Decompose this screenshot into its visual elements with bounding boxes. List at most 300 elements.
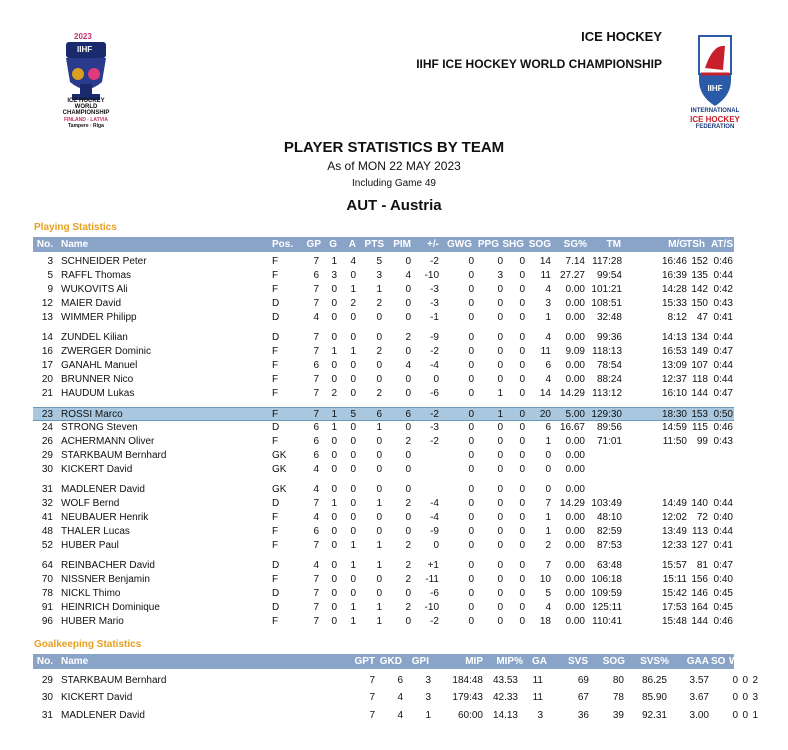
stat-cell: 0:46 [713, 616, 733, 627]
stat-cell: -4 [430, 360, 439, 371]
stat-cell: MAIER David [61, 298, 122, 309]
stat-cell: 7 [313, 616, 319, 627]
stat-cell: 78:54 [596, 360, 622, 371]
header-cell: GWG [447, 239, 472, 250]
stat-cell: 0 [468, 560, 474, 571]
stat-cell: 70 [41, 574, 53, 585]
stat-cell: 0 [405, 388, 411, 399]
stat-cell: 15:57 [661, 560, 687, 571]
stat-cell: HEINRICH Dominique [61, 602, 160, 613]
stat-cell: 7 [313, 409, 319, 420]
stat-cell: 140 [691, 498, 708, 509]
stat-cell: 14.29 [559, 388, 585, 399]
stat-cell: 7 [313, 346, 319, 357]
player-row [33, 587, 734, 601]
stat-cell: 0 [519, 464, 525, 475]
stat-cell: 0 [331, 284, 337, 295]
stat-cell: 146 [691, 588, 708, 599]
stat-cell: 17:53 [661, 602, 687, 613]
stat-cell: 0:46 [713, 422, 733, 433]
stat-cell: NISSNER Benjamin [61, 574, 150, 585]
stat-cell: D [272, 602, 280, 613]
stat-cell: 16:39 [661, 270, 687, 281]
stat-cell: 7 [313, 332, 319, 343]
stat-cell: 6 [405, 409, 411, 420]
player-row [33, 615, 734, 629]
stat-cell: 0 [331, 574, 337, 585]
stat-cell: 4 [313, 484, 319, 495]
stat-cell: 3 [752, 692, 758, 703]
stat-cell: 0 [405, 374, 411, 385]
stat-cell: 0.00 [565, 312, 585, 323]
player-row [33, 435, 734, 449]
stat-cell: 106:18 [591, 574, 622, 585]
header-cell: SOG [602, 656, 625, 667]
stat-cell: 3 [497, 270, 503, 281]
stat-cell: 1 [331, 409, 337, 420]
stat-cell: 0 [468, 388, 474, 399]
stat-cell: 0 [350, 484, 356, 495]
stat-cell: 0 [519, 374, 525, 385]
stat-cell: 0:45 [713, 602, 733, 613]
header-cell: GPI [411, 656, 429, 667]
stat-cell: 1 [376, 616, 382, 627]
stat-cell: 6 [313, 270, 319, 281]
stat-cell: 0 [519, 360, 525, 371]
stat-cell: 12:37 [661, 374, 687, 385]
stat-cell: F [272, 270, 279, 281]
stat-cell: 0 [519, 450, 525, 461]
stat-cell: 118:13 [592, 346, 622, 357]
stat-cell: 0 [468, 512, 474, 523]
stat-cell: 1 [331, 346, 337, 357]
stat-cell: 13:09 [661, 360, 687, 371]
stat-cell: 15:11 [662, 574, 687, 585]
stat-cell: 39 [612, 710, 624, 721]
stat-cell: 0 [519, 512, 525, 523]
stat-cell: 20 [41, 374, 53, 385]
stat-cell: 113 [692, 526, 708, 537]
stat-cell: 14:28 [661, 284, 687, 295]
stat-cell: 0 [405, 298, 411, 309]
stat-cell: 0:47 [713, 346, 733, 357]
stat-cell: 3 [425, 692, 431, 703]
stat-cell: 0 [742, 710, 748, 721]
stat-cell: 156 [691, 574, 708, 585]
header-cell: AT/S [710, 239, 733, 250]
stat-cell: 72 [696, 512, 708, 523]
stat-cell: 18:30 [661, 409, 687, 420]
stat-cell: STRONG Steven [61, 422, 138, 433]
playing-table-header [33, 237, 734, 252]
stat-cell: 0 [405, 422, 411, 433]
stat-cell: 0:46 [713, 256, 733, 267]
stat-cell: 0 [331, 616, 337, 627]
stat-cell: 6 [545, 422, 551, 433]
stat-cell: 0:41 [713, 312, 733, 323]
stat-cell: 0 [468, 332, 474, 343]
stat-cell: 0 [376, 464, 382, 475]
goalkeeping-section-title: Goalkeeping Statistics [34, 639, 142, 650]
stat-cell: 99:36 [596, 332, 622, 343]
stat-cell: 6 [313, 450, 319, 461]
stat-cell: 129:30 [591, 409, 622, 420]
header-cell: SVS% [640, 656, 669, 667]
stat-cell: 0:43 [713, 298, 733, 309]
stat-cell: 6 [545, 360, 551, 371]
stat-cell: 0 [545, 464, 551, 475]
stat-cell: -2 [430, 616, 439, 627]
stat-cell: 0 [519, 312, 525, 323]
player-row [33, 449, 734, 463]
header-cell: SVS [567, 656, 588, 667]
stat-cell: 5 [47, 270, 53, 281]
stat-cell: 184:48 [452, 675, 483, 686]
stat-cell: 0 [519, 298, 525, 309]
stat-cell: 7 [313, 498, 319, 509]
stat-cell: 78 [41, 588, 53, 599]
stat-cell: 7 [545, 560, 551, 571]
stat-cell: 17 [41, 360, 53, 371]
header-cell: Name [61, 656, 89, 667]
stat-cell: 2 [376, 388, 382, 399]
stat-cell: 0 [519, 574, 525, 585]
stat-cell: 48:10 [596, 512, 622, 523]
stat-cell: GK [272, 450, 287, 461]
header-cell: G [329, 239, 337, 250]
header-cell: SG% [563, 239, 587, 250]
stat-cell: 0 [497, 560, 503, 571]
stat-cell: 7.14 [565, 256, 585, 267]
stat-cell: 5 [350, 409, 356, 420]
stat-cell: 0 [468, 374, 474, 385]
stat-cell: 134 [691, 332, 708, 343]
stat-cell: 0 [497, 574, 503, 585]
stat-cell: 0 [497, 512, 503, 523]
stat-cell: 0 [545, 450, 551, 461]
player-row [33, 373, 734, 387]
stat-cell: 113:12 [592, 388, 622, 399]
stat-cell: 1 [331, 498, 337, 509]
stat-cell: 0 [405, 256, 411, 267]
goalkeeper-row [33, 709, 758, 723]
stat-cell: 0 [331, 560, 337, 571]
stat-cell: 4 [350, 256, 356, 267]
stat-cell: 0 [350, 422, 356, 433]
stat-cell: 3.57 [689, 675, 709, 686]
header-cell: TSh [686, 239, 705, 250]
stat-cell: -4 [430, 512, 439, 523]
stat-cell: 0 [519, 602, 525, 613]
stat-cell: -10 [424, 602, 439, 613]
header-cell: SHG [502, 239, 524, 250]
stat-cell: 26 [41, 436, 53, 447]
stat-cell: 1 [425, 710, 431, 721]
stat-cell: 1 [376, 560, 382, 571]
stat-cell: 0 [331, 602, 337, 613]
stat-cell: 3 [425, 675, 431, 686]
player-row [33, 407, 734, 421]
stat-cell: 3 [545, 298, 551, 309]
stat-cell: 18 [539, 616, 551, 627]
stat-cell: 5 [545, 588, 551, 599]
stat-cell: 0 [497, 588, 503, 599]
stat-cell: 6 [397, 675, 403, 686]
header-cell: GPT [354, 656, 375, 667]
stat-cell: 0 [497, 484, 503, 495]
championship-title: IIHF ICE HOCKEY WORLD CHAMPIONSHIP [416, 57, 662, 71]
stat-cell: 30 [41, 692, 53, 703]
stat-cell: 1 [331, 422, 337, 433]
stat-cell: 89:56 [596, 422, 622, 433]
stat-cell: 6 [313, 422, 319, 433]
stat-cell: D [272, 560, 280, 571]
stat-cell: 1 [350, 616, 356, 627]
stat-cell: 1 [350, 560, 356, 571]
stat-cell: 2 [405, 498, 411, 509]
stat-cell: 0 [497, 602, 503, 613]
stat-cell: 3 [537, 710, 543, 721]
stat-cell: 108:51 [591, 298, 622, 309]
player-row [33, 539, 734, 553]
stat-cell: 0 [519, 616, 525, 627]
stat-cell: 81 [696, 560, 708, 571]
as-of-date: As of MON 22 MAY 2023 [327, 159, 461, 173]
stat-cell: 14.13 [492, 710, 518, 721]
stat-cell: 0 [350, 450, 356, 461]
stat-cell: 7 [369, 710, 375, 721]
stat-cell: WIMMER Philipp [61, 312, 137, 323]
stat-cell: 8:12 [667, 312, 687, 323]
stat-cell: 0 [376, 484, 382, 495]
stat-cell: 16:53 [661, 346, 687, 357]
stat-cell: 85.90 [641, 692, 667, 703]
stat-cell: 2 [350, 298, 356, 309]
stat-cell: 2 [405, 560, 411, 571]
stat-cell: -10 [424, 270, 439, 281]
stat-cell: D [272, 298, 280, 309]
header-cell: Name [61, 239, 89, 250]
stat-cell: 6 [313, 436, 319, 447]
including-game: Including Game 49 [352, 178, 436, 189]
header-cell: MIP [465, 656, 483, 667]
stat-cell: 7 [313, 284, 319, 295]
stat-cell: 0:44 [713, 270, 733, 281]
stat-cell: 144 [691, 388, 708, 399]
stat-cell: 0 [350, 574, 356, 585]
stat-cell: 11 [540, 346, 551, 357]
stat-cell: 78 [612, 692, 624, 703]
stat-cell: 2 [405, 332, 411, 343]
stat-cell: 80 [612, 675, 624, 686]
stat-cell: 0 [433, 374, 439, 385]
stat-cell: 149 [691, 346, 708, 357]
stat-cell: 88:24 [596, 374, 622, 385]
stat-cell: F [272, 540, 279, 551]
stat-cell: 0 [331, 374, 337, 385]
stat-cell: D [272, 498, 280, 509]
stat-cell: 1 [376, 602, 382, 613]
stat-cell: 0 [468, 409, 474, 420]
stat-cell: 4 [397, 692, 403, 703]
stat-cell: HUBER Paul [61, 540, 119, 551]
stat-cell: -1 [430, 312, 439, 323]
stat-cell: 29 [41, 450, 53, 461]
stat-cell: STARKBAUM Bernhard [61, 450, 167, 461]
stat-cell: D [272, 422, 280, 433]
header-cell: Pos. [272, 239, 294, 250]
stat-cell: 0 [331, 526, 337, 537]
stat-cell: 0:47 [713, 388, 733, 399]
stat-cell: 16:46 [661, 256, 687, 267]
stat-cell: 0 [405, 346, 411, 357]
stat-cell: 2 [405, 436, 411, 447]
stat-cell: 41 [41, 512, 53, 523]
header-cell: GA [532, 656, 547, 667]
stat-cell: 0 [376, 512, 382, 523]
stat-cell: 1 [545, 512, 551, 523]
stat-cell: 2 [405, 540, 411, 551]
stat-cell: 2 [376, 298, 382, 309]
stat-cell: KICKERT David [61, 464, 133, 475]
stat-cell: 0.00 [565, 540, 585, 551]
stat-cell: NEUBAUER Henrik [61, 512, 149, 523]
header-cell: No. [36, 239, 53, 250]
stat-cell: 63:48 [596, 560, 622, 571]
stat-cell: 0 [405, 588, 411, 599]
stat-cell: 99 [696, 436, 708, 447]
stat-cell: +1 [427, 560, 439, 571]
stat-cell: WOLF Bernd [61, 498, 120, 509]
stat-cell: 0 [519, 526, 525, 537]
stat-cell: 1 [497, 388, 503, 399]
stat-cell: 179:43 [452, 692, 483, 703]
stat-cell: 1 [350, 602, 356, 613]
stat-cell: RAFFL Thomas [61, 270, 132, 281]
stat-cell: 107 [691, 360, 708, 371]
stat-cell: 0 [468, 346, 474, 357]
stat-cell: 0 [468, 602, 474, 613]
stat-cell: F [272, 574, 279, 585]
stat-cell: 3 [376, 270, 382, 281]
stat-cell: -2 [430, 256, 439, 267]
stat-cell: F [272, 526, 279, 537]
stat-cell: 0 [468, 360, 474, 371]
logo-year: 2023 [74, 32, 92, 41]
stat-cell: ROSSI Marco [61, 409, 123, 420]
stat-cell: ZUNDEL Kilian [61, 332, 128, 343]
stat-cell: 0 [732, 675, 738, 686]
stat-cell: 0:42 [713, 284, 733, 295]
stat-cell: 0 [497, 298, 503, 309]
stat-cell: -4 [430, 498, 439, 509]
stat-cell: 14 [41, 332, 53, 343]
logo-line3: CHAMPIONSHIP [62, 110, 110, 116]
stat-cell: 0 [468, 422, 474, 433]
stat-cell: F [272, 284, 279, 295]
header-cell: GAA [686, 656, 709, 667]
stat-cell: 0 [468, 270, 474, 281]
stat-cell: 14.29 [559, 498, 585, 509]
stat-cell: 0 [497, 526, 503, 537]
stat-cell: 16 [41, 346, 53, 357]
stat-cell: 0 [376, 332, 382, 343]
stat-cell: 5.00 [565, 409, 585, 420]
stat-cell: 0 [519, 484, 525, 495]
stat-cell: 0 [331, 484, 337, 495]
stat-cell: 13:49 [661, 526, 687, 537]
player-row [33, 511, 734, 525]
stat-cell: 0 [468, 436, 474, 447]
stat-cell: GK [272, 484, 287, 495]
stat-cell: 1 [545, 312, 551, 323]
stat-cell: 0 [497, 360, 503, 371]
stat-cell: 4 [545, 284, 551, 295]
player-row [33, 421, 734, 435]
stat-cell: GANAHL Manuel [61, 360, 138, 371]
stat-cell: 153 [691, 409, 708, 420]
logo-line4: FINLAND · LATVIA [63, 117, 109, 123]
stat-cell: 12:02 [661, 512, 687, 523]
stat-cell: 0 [376, 526, 382, 537]
stat-cell: 0:45 [713, 588, 733, 599]
stat-cell: 142 [691, 284, 708, 295]
header-cell: PPG [477, 239, 499, 250]
stat-cell: -2 [430, 436, 439, 447]
stat-cell: 4 [545, 374, 551, 385]
stat-cell: 0 [468, 312, 474, 323]
stat-cell: 14:49 [661, 498, 687, 509]
stat-cell: D [272, 588, 280, 599]
stat-cell: 9.09 [565, 346, 585, 357]
stat-cell: 103:49 [591, 498, 622, 509]
stat-cell: 0 [331, 436, 337, 447]
iihf-line1: INTERNATIONAL [690, 108, 740, 114]
player-row [33, 283, 734, 297]
stat-cell: -2 [430, 346, 439, 357]
stat-cell: 0 [545, 484, 551, 495]
stat-cell: 1 [545, 436, 551, 447]
stat-cell: 0 [405, 616, 411, 627]
stat-cell: 7 [369, 692, 375, 703]
stat-cell: 0 [468, 284, 474, 295]
stat-cell: 0 [350, 436, 356, 447]
stat-cell: 43.53 [492, 675, 518, 686]
stat-cell: 14:13 [661, 332, 687, 343]
stat-cell: 144 [691, 616, 708, 627]
stat-cell: 4 [313, 312, 319, 323]
stat-cell: WUKOVITS Ali [61, 284, 128, 295]
stat-cell: 7 [313, 588, 319, 599]
stat-cell: 2 [545, 540, 551, 551]
header-cell: No. [36, 656, 53, 667]
stat-cell: 20 [539, 409, 551, 420]
stat-cell: 0 [732, 710, 738, 721]
stat-cell: MADLENER David [61, 710, 145, 721]
stat-cell: 0 [331, 312, 337, 323]
stat-cell: 32:48 [596, 312, 622, 323]
stat-cell: 0:43 [713, 436, 733, 447]
stat-cell: 0.00 [565, 560, 585, 571]
stat-cell: 1 [752, 710, 758, 721]
stat-cell: 67 [577, 692, 589, 703]
stat-cell: 11 [540, 270, 551, 281]
header-cell: PTS [364, 239, 384, 250]
stat-cell: 0 [468, 588, 474, 599]
header-cell: L [745, 656, 752, 667]
stat-cell: 0 [497, 616, 503, 627]
stat-cell: 0 [405, 484, 411, 495]
